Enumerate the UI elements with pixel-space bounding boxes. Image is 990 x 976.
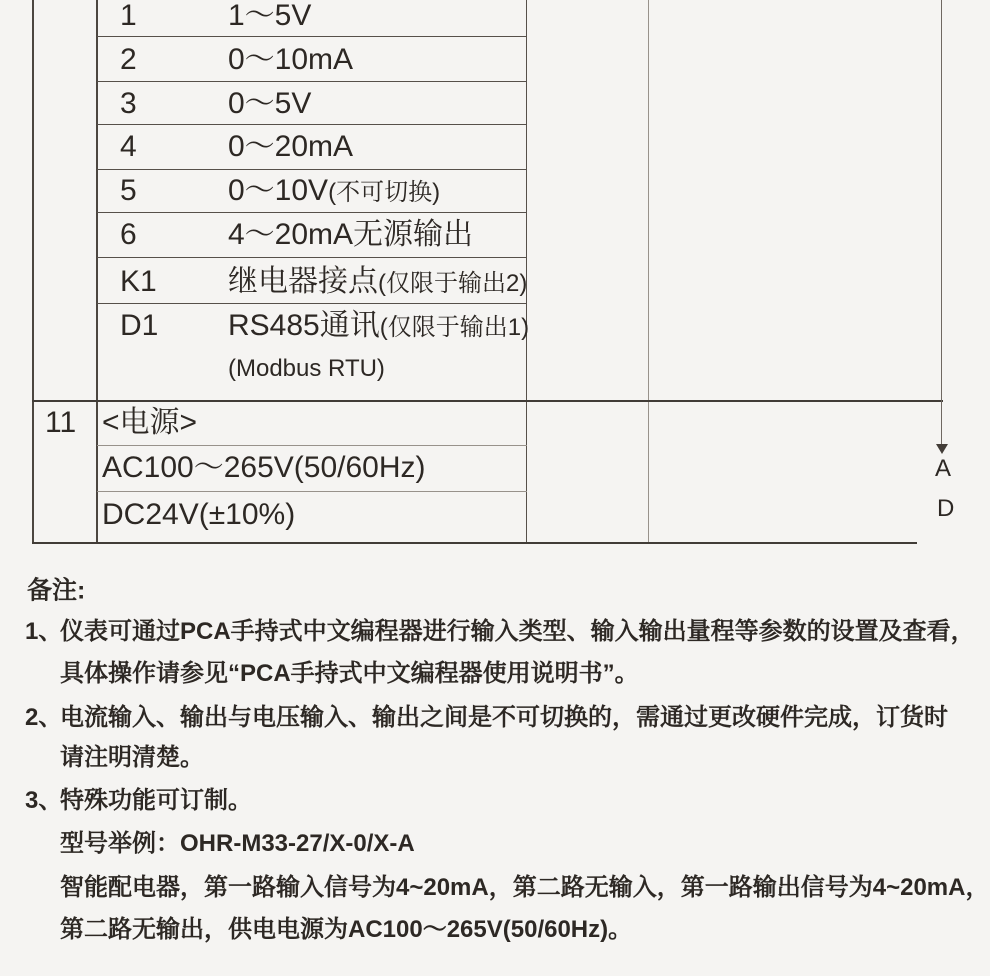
selection-code: 1: [120, 0, 137, 32]
note-line: 智能配电器，第一路输入信号为4~20mA，第二路无输入，第一路输出信号为4~20mA，: [60, 874, 990, 901]
power-option: AC100～265V(50/60Hz): [102, 451, 426, 484]
selection-desc: 继电器接点(仅限于输出2): [228, 265, 528, 298]
note-line: 请注明清楚。: [60, 744, 204, 771]
power-header: <电源>: [102, 406, 198, 439]
note-number: 1、: [25, 618, 63, 645]
selection-desc: 4～20mA无源输出: [228, 218, 474, 251]
row-separator: [97, 36, 527, 37]
arrow-down-icon: [936, 444, 948, 454]
row-separator: [97, 169, 527, 170]
power-row-separator: [97, 491, 527, 492]
power-pointer-line: [941, 0, 942, 444]
row-number-cell: 11: [45, 406, 77, 439]
selection-desc-second-line: (Modbus RTU): [228, 355, 385, 382]
selection-code: 6: [120, 218, 137, 251]
power-code-d: D: [937, 495, 955, 522]
selection-code: 3: [120, 87, 137, 120]
power-row-top-border: [32, 400, 943, 402]
row-separator: [97, 81, 527, 82]
selection-desc: 0～10mA: [228, 43, 354, 76]
selection-code: 4: [120, 130, 137, 163]
selection-desc: 1～5V: [228, 0, 312, 32]
notes-title: 备注:: [27, 576, 86, 605]
row-separator: [97, 257, 527, 258]
note-line: 1、仪表可通过PCA手持式中文编程器进行输入类型、输入输出量程等参数的设置及查看，: [25, 618, 975, 645]
note-line: 第二路无输出，供电电源为AC100～265V(50/60Hz)。: [60, 916, 633, 943]
note-line: 3、特殊功能可订制。: [25, 787, 252, 814]
power-option: DC24V(±10%): [102, 498, 296, 531]
power-code-a: A: [935, 455, 952, 482]
selection-code: K1: [120, 265, 157, 298]
table-bottom-border: [32, 542, 917, 544]
selection-desc: 0～5V: [228, 87, 312, 120]
note-number: 3、: [25, 787, 63, 814]
selection-desc: 0～10V(不可切换): [228, 174, 441, 207]
note-line: 具体操作请参见“PCA手持式中文编程器使用说明书”。: [60, 660, 639, 687]
selection-code: 2: [120, 43, 137, 76]
note-line: 2、电流输入、输出与电压输入、输出之间是不可切换的，需通过更改硬件完成，订货时: [25, 704, 948, 731]
note-number: 2、: [25, 704, 63, 731]
row-separator: [97, 212, 527, 213]
row-separator: [97, 303, 527, 304]
table-left-border: [32, 0, 34, 543]
selection-code: D1: [120, 309, 159, 342]
selection-code: 5: [120, 174, 137, 207]
note-line: 型号举例：OHR-M33-27/X-0/X-A: [60, 830, 415, 857]
selection-desc: RS485通讯(仅限于输出1): [228, 309, 530, 342]
power-row-separator: [97, 445, 527, 446]
selection-desc: 0～20mA: [228, 130, 354, 163]
row-separator: [97, 124, 527, 125]
middle-column-divider: [648, 0, 649, 543]
